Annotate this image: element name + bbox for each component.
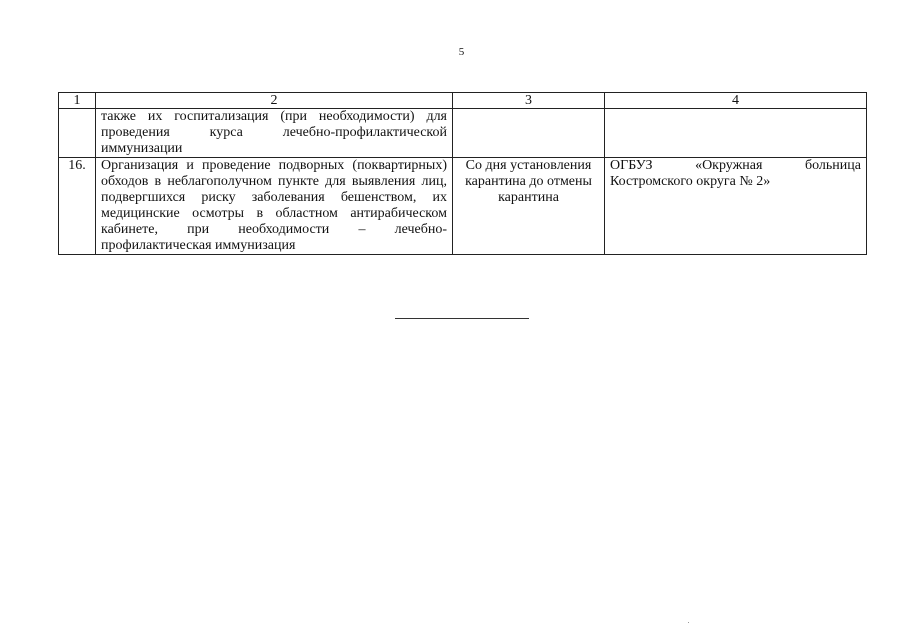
dates-cell: Со дня установления карантина до отмены карантина [453,158,605,255]
column-number-2: 2 [96,93,453,109]
row-number-cell [59,109,96,158]
column-number-3: 3 [453,93,605,109]
end-of-document-rule [395,318,529,319]
scan-speck [688,622,689,623]
event-cell: также их госпитализация (при необходимости) для проведения курса лечебно-профилактической иммунизации [96,109,453,158]
measures-table [58,92,867,255]
column-number-1: 1 [59,93,96,109]
table-row [59,109,867,158]
column-number-row [59,93,867,109]
table-row [59,158,867,255]
page-number: 5 [458,46,465,58]
responsible-cell: ОГБУЗ «Окружная больница Костромского округа № 2» [605,158,867,255]
column-number-4: 4 [605,93,867,109]
dates-cell [453,109,605,158]
event-cell: Организация и проведение подворных (поквартирных) обходов в неблагополучном пункте для выявления лиц, подвергшихся риску заболевания бешенством, их медицинские осмотры в областном антирабическом кабинете, при необходимости – лечебно-профилактическая иммунизация [96,158,453,255]
row-number-cell: 16. [59,158,96,255]
responsible-cell [605,109,867,158]
